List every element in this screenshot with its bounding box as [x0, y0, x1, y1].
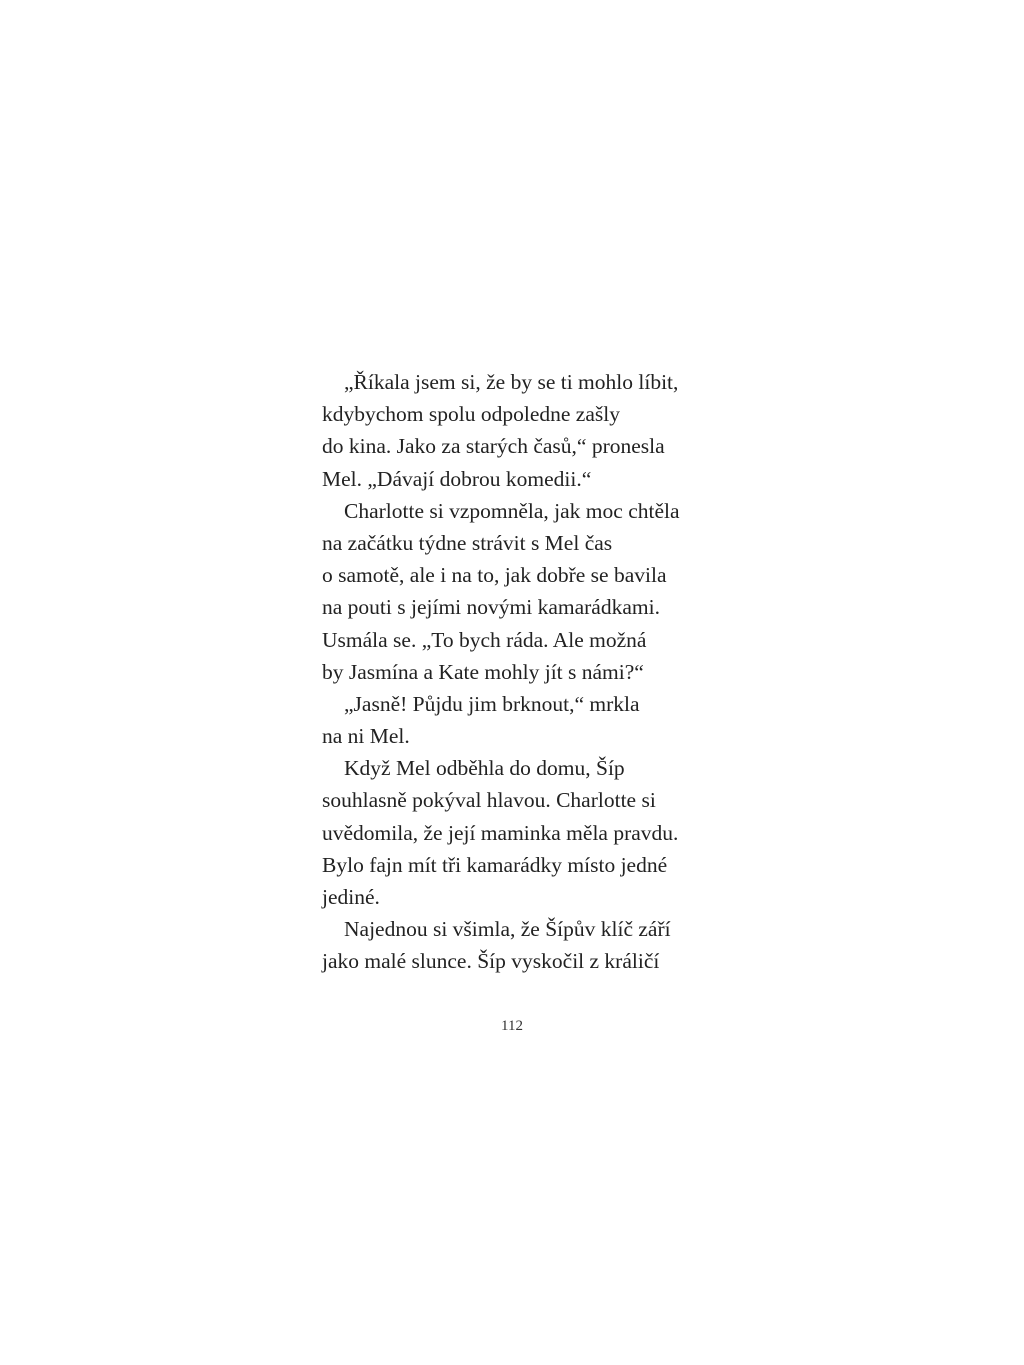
- text-line: o samotě, ale i na to, jak dobře se bavila: [322, 563, 667, 588]
- page-number: 112: [501, 1018, 523, 1034]
- text-line: Mel. „Dávají dobrou komedii.“: [322, 466, 592, 491]
- text-line: na pouti s jejími novými kamarádkami.: [322, 595, 660, 620]
- text-line: na ni Mel.: [322, 724, 410, 749]
- text-line: by Jasmína a Kate mohly jít s námi?“: [322, 659, 644, 684]
- text-line: souhlasně pokýval hlavou. Charlotte si: [322, 788, 656, 813]
- text-line: Charlotte si vzpomněla, jak moc chtěla: [344, 498, 680, 523]
- text-line: „Říkala jsem si, že by se ti mohlo líbit,: [344, 370, 679, 394]
- text-line: uvědomila, že její maminka měla pravdu.: [322, 820, 679, 845]
- text-line: „Jasně! Půjdu jim brknout,“ mrkla: [344, 691, 640, 716]
- text-line: Když Mel odběhla do domu, Šíp: [344, 756, 625, 781]
- text-line: jako malé slunce. Šíp vyskočil z králičí: [322, 949, 660, 974]
- text-line: Bylo fajn mít tři kamarádky místo jedné: [322, 852, 668, 877]
- text-line: na začátku týdne strávit s Mel čas: [322, 530, 613, 555]
- text-line: Usmála se. „To bych ráda. Ale možná: [322, 627, 647, 652]
- text-line: jediné.: [322, 885, 380, 909]
- text-line: Najednou si všimla, že Šípův klíč září: [344, 917, 671, 942]
- text-line: do kina. Jako za starých časů,“ pronesla: [322, 434, 665, 459]
- text-line: kdybychom spolu odpoledne zašly: [322, 402, 620, 427]
- body-text: [322, 366, 702, 978]
